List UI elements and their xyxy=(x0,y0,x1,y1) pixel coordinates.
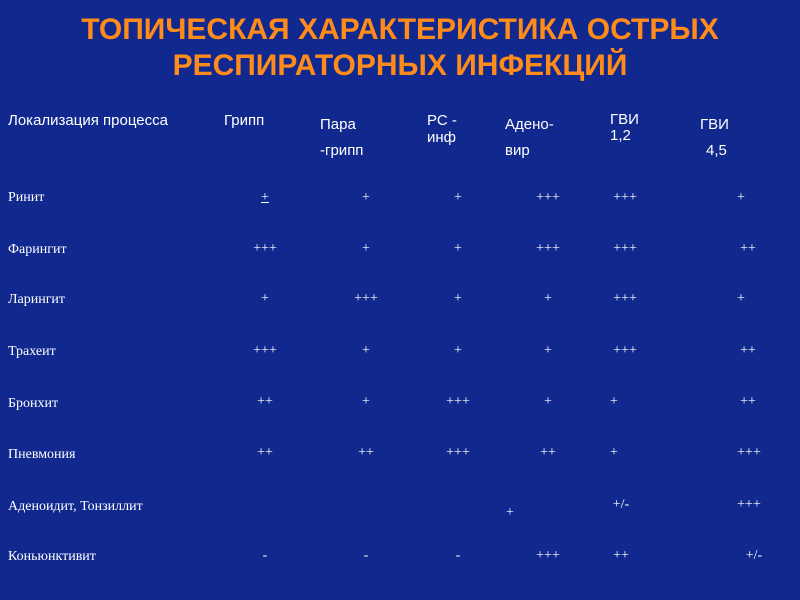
header-localization-text: Локализация процесса xyxy=(8,112,168,129)
table-cell: + xyxy=(454,291,462,306)
table-cell: + xyxy=(506,505,514,520)
table-cell: ++ xyxy=(740,394,756,409)
table-cell: + xyxy=(454,241,462,256)
header-gvi45-line-2: 4,5 xyxy=(706,142,727,159)
table-cell: ++ xyxy=(257,394,273,409)
table-cell: + xyxy=(610,394,618,409)
table-cell: + xyxy=(362,394,370,409)
title-line-1: ТОПИЧЕСКАЯ ХАРАКТЕРИСТИКА ОСТРЫХ xyxy=(81,13,719,46)
header-paraflu-line-2: -грипп xyxy=(320,142,364,159)
table-cell: + xyxy=(544,291,552,306)
row-label: Пневмония xyxy=(8,447,76,462)
table-cell: +++ xyxy=(536,190,560,205)
header-localization xyxy=(8,112,168,130)
row-label: Ларингит xyxy=(8,292,66,307)
row-label: Бронхит xyxy=(8,396,59,411)
table-cell: +++ xyxy=(253,343,277,358)
header-paraflu-line-1: Пара xyxy=(320,116,356,133)
table-cell: ++ xyxy=(257,445,273,460)
header-gvi45-line-1: ГВИ xyxy=(700,116,729,133)
row-label: Фарингит xyxy=(8,242,67,257)
table-cell: + xyxy=(454,190,462,205)
table-cell: ++ xyxy=(613,548,629,563)
table-cell: + xyxy=(362,343,370,358)
table-cell: + xyxy=(737,291,745,306)
table-cell: - xyxy=(363,548,369,563)
table-cell: + xyxy=(737,190,745,205)
table-cell: ++ xyxy=(740,343,756,358)
header-gvi12-line-1: ГВИ xyxy=(610,111,639,128)
table-cell: +++ xyxy=(354,291,378,306)
table-cell: +++ xyxy=(737,445,761,460)
row-label: Коньюнктивит xyxy=(8,549,96,564)
table-cell: +++ xyxy=(613,291,637,306)
header-adeno xyxy=(505,112,554,164)
header-gvi12-line-2: 1,2 xyxy=(610,127,631,144)
header-rs-line-2: инф xyxy=(427,129,457,146)
table-cell: + xyxy=(610,445,618,460)
table-cell: +++ xyxy=(613,190,637,205)
table-cell: +++ xyxy=(737,497,761,512)
row-label: Трахеит xyxy=(8,344,56,359)
header-flu-text: Грипп xyxy=(224,112,265,129)
table-cell: + xyxy=(544,394,552,409)
slide-title xyxy=(0,12,800,84)
table-cell: ++ xyxy=(540,445,556,460)
table-cell: +/- xyxy=(745,548,763,563)
table-cell: +++ xyxy=(613,241,637,256)
header-gvi45 xyxy=(700,112,729,164)
table-cell: ++ xyxy=(358,445,374,460)
header-rs xyxy=(427,112,457,146)
table-cell: + xyxy=(454,343,462,358)
table-cell: + xyxy=(362,190,370,205)
title-line-2: РЕСПИРАТОРНЫХ ИНФЕКЦИЙ xyxy=(172,49,628,82)
table-cell: +++ xyxy=(613,343,637,358)
table-cell: +++ xyxy=(536,548,560,563)
table-cell: +++ xyxy=(446,445,470,460)
table-cell: +++ xyxy=(446,394,470,409)
header-gvi12 xyxy=(610,112,639,144)
table-cell: ++ xyxy=(740,241,756,256)
table-cell: - xyxy=(455,548,461,563)
table-cell: +/- xyxy=(612,497,630,512)
header-flu xyxy=(224,112,264,130)
header-adeno-line-1: Адено- xyxy=(505,116,554,133)
header-paraflu xyxy=(320,112,363,164)
table-cell: - xyxy=(262,548,268,563)
table-cell: + xyxy=(362,241,370,256)
header-adeno-line-2: вир xyxy=(505,142,530,159)
table-cell: +++ xyxy=(536,241,560,256)
table-cell: + xyxy=(261,190,269,205)
table-cell: + xyxy=(544,343,552,358)
header-rs-line-1: РС - xyxy=(427,112,457,129)
row-label: Ринит xyxy=(8,190,45,205)
table-cell: + xyxy=(261,291,269,306)
row-label: Аденоидит, Тонзиллит xyxy=(8,499,143,514)
table-cell: +++ xyxy=(253,241,277,256)
